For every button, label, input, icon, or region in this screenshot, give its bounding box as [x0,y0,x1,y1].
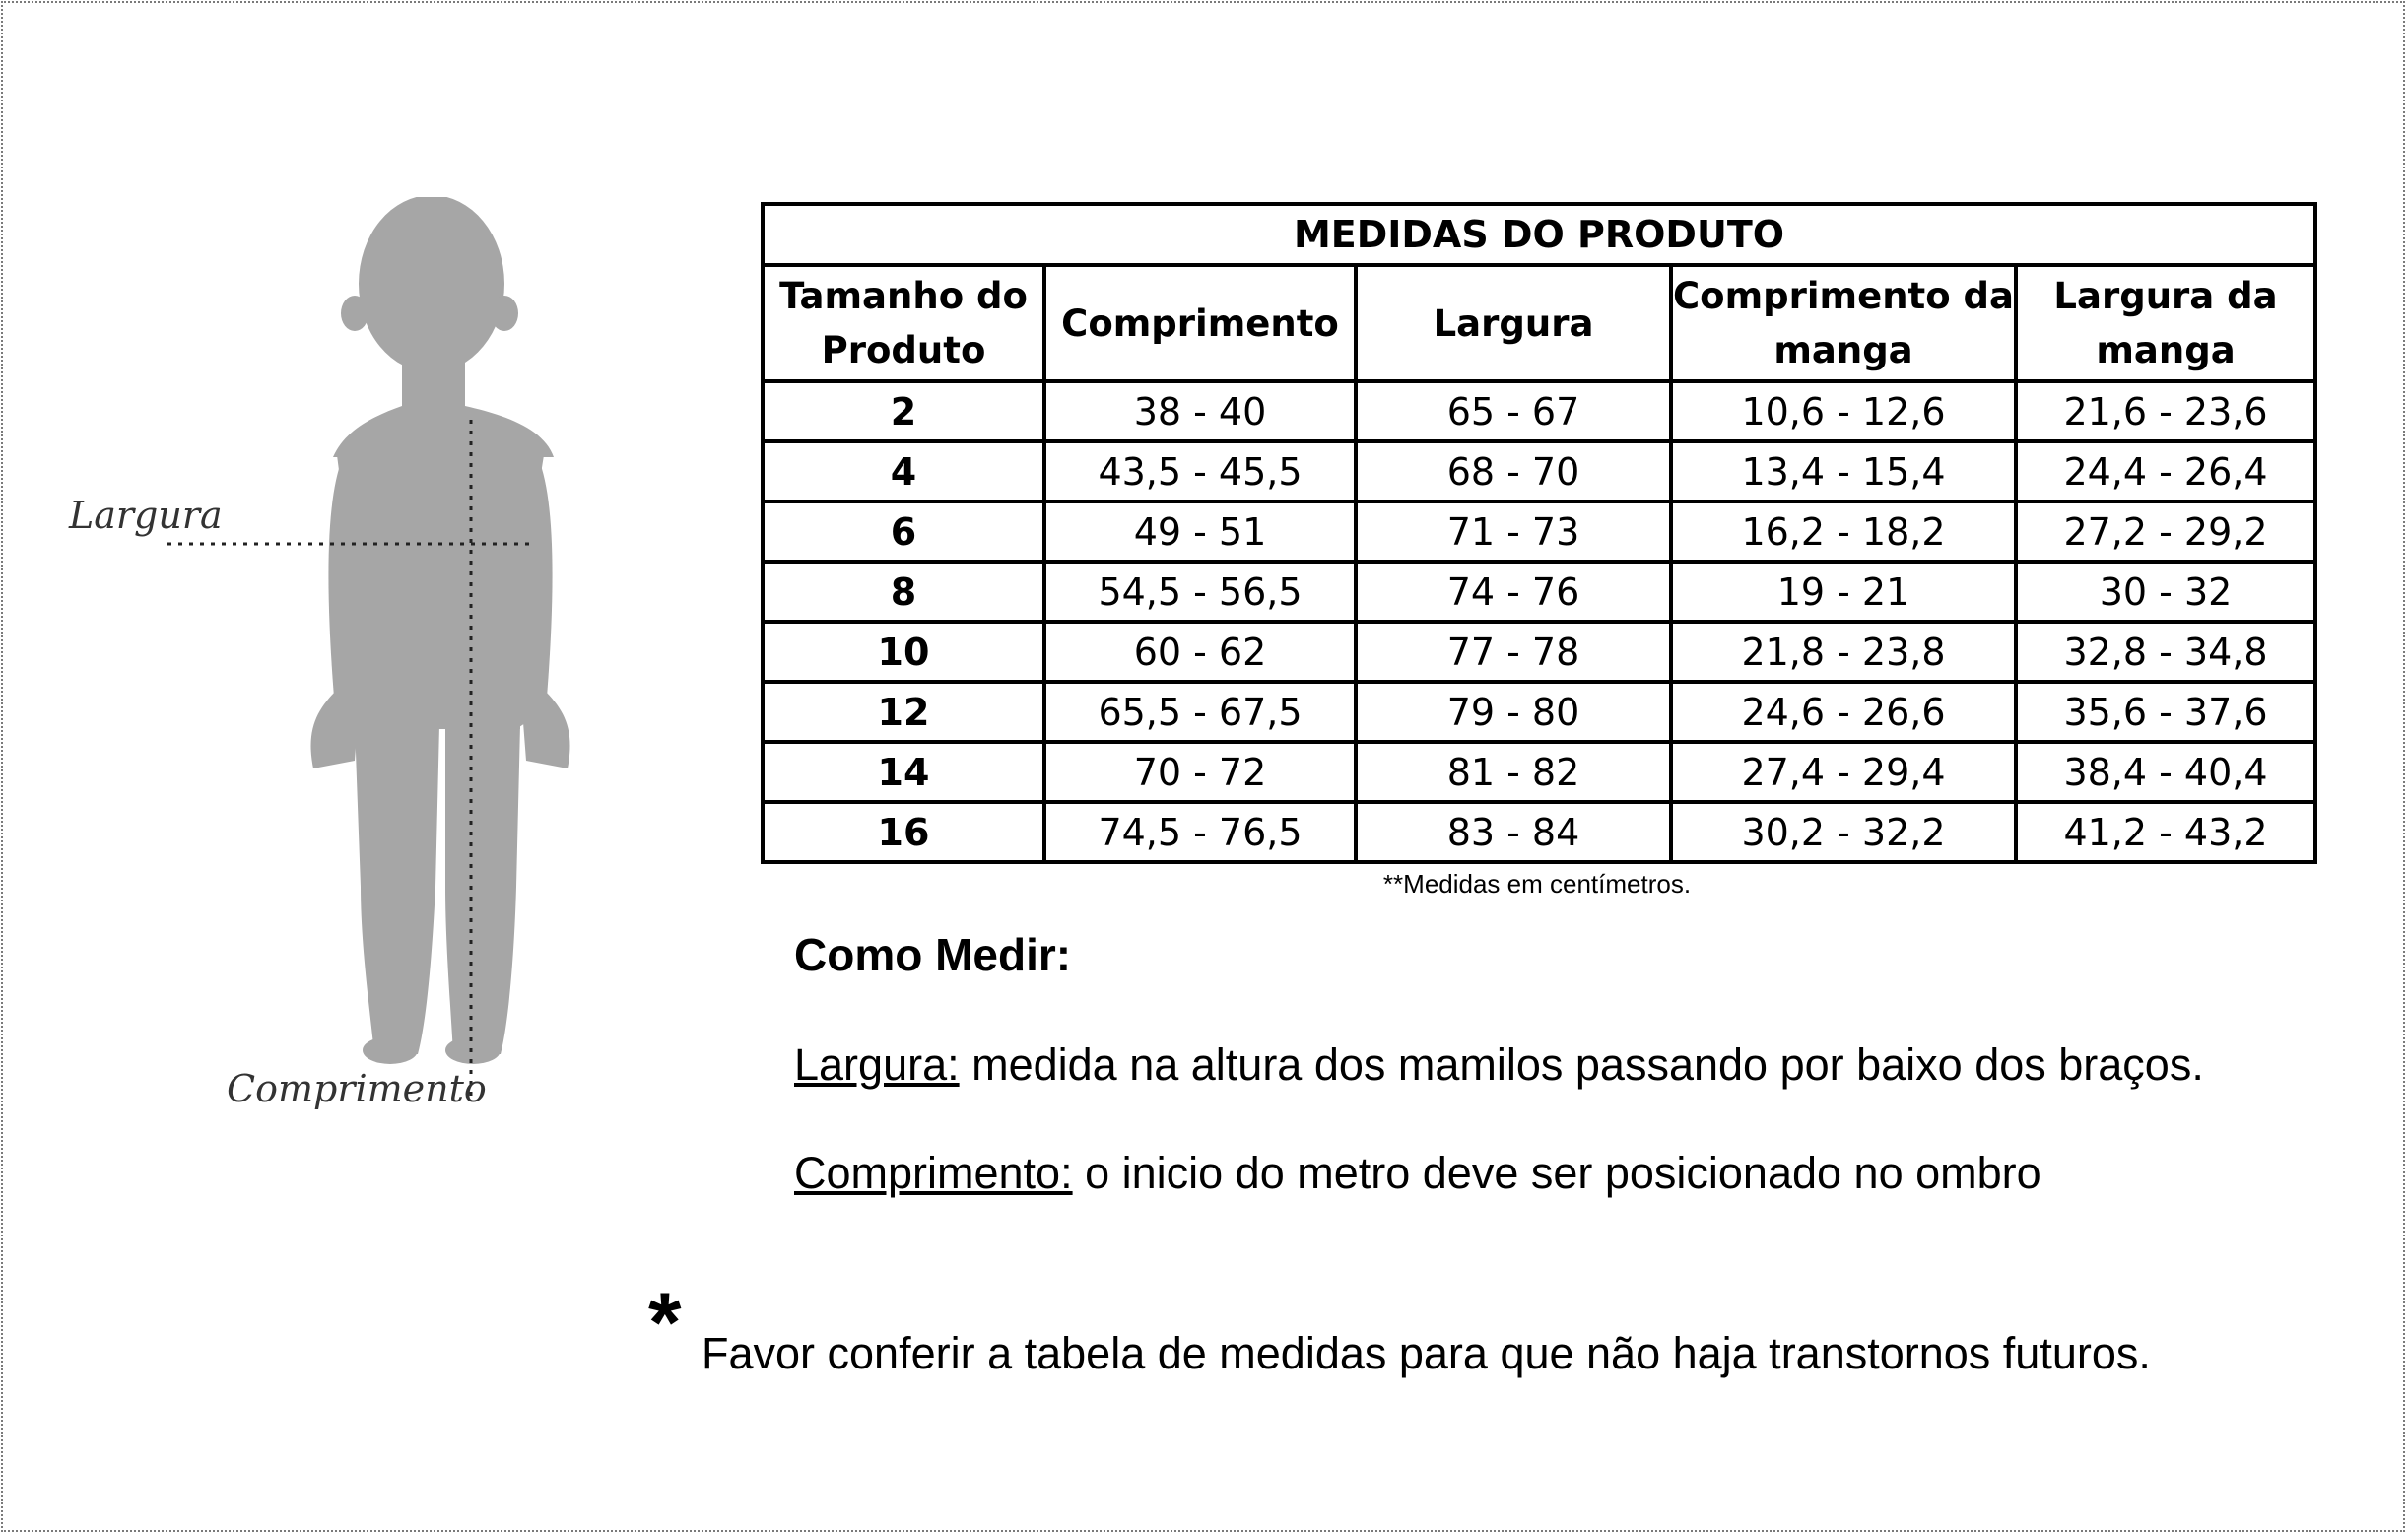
size-cell: 8 [763,562,1044,622]
sleeve-length-cell: 10,6 - 12,6 [1671,381,2016,441]
header-width: Largura [1356,265,1671,381]
sleeve-width-cell: 38,4 - 40,4 [2016,742,2315,802]
table-row [763,682,2315,742]
length-cell: 49 - 51 [1044,501,1356,562]
sleeve-length-cell: 13,4 - 15,4 [1671,441,2016,501]
width-cell: 68 - 70 [1356,441,1671,501]
asterisk-mark: * [648,1276,682,1370]
sleeve-width-cell: 21,6 - 23,6 [2016,381,2315,441]
length-cell: 60 - 62 [1044,622,1356,682]
size-cell: 4 [763,441,1044,501]
table-row [763,441,2315,501]
child-silhouette-graphic [59,197,650,1123]
table-row [763,742,2315,802]
size-cell: 6 [763,501,1044,562]
header-sleeve-width: Largura da manga [2016,265,2315,381]
width-cell: 77 - 78 [1356,622,1671,682]
table-title: MEDIDAS DO PRODUTO [763,204,2315,265]
sleeve-length-cell: 30,2 - 32,2 [1671,802,2016,862]
width-description: medida na altura dos mamilos passando por baixo dos braços. [959,1039,2204,1090]
width-label: Largura [69,494,223,537]
width-cell: 83 - 84 [1356,802,1671,862]
sleeve-length-cell: 21,8 - 23,8 [1671,622,2016,682]
length-cell: 38 - 40 [1044,381,1356,441]
how-to-measure-title: Como Medir: [794,929,1072,980]
header-length: Comprimento [1044,265,1356,381]
length-label: Comprimento [227,1067,487,1110]
table-header-row [763,265,2315,381]
length-cell: 70 - 72 [1044,742,1356,802]
size-cell: 12 [763,682,1044,742]
length-cell: 54,5 - 56,5 [1044,562,1356,622]
units-note: **Medidas em centímetros. [1382,869,1692,899]
sleeve-width-cell: 32,8 - 34,8 [2016,622,2315,682]
sleeve-width-cell: 24,4 - 26,4 [2016,441,2315,501]
length-term: Comprimento: [794,1148,1073,1198]
table-row [763,562,2315,622]
length-instruction [794,1148,2041,1199]
width-cell: 81 - 82 [1356,742,1671,802]
notice-text: Favor conferir a tabela de medidas para que não haja transtornos futuros. [702,1328,2151,1378]
measurements-table [761,202,2317,864]
length-description: o inicio do metro deve ser posicionado no ombro [1072,1148,2041,1198]
length-cell: 65,5 - 67,5 [1044,682,1356,742]
length-cell: 43,5 - 45,5 [1044,441,1356,501]
table-row [763,501,2315,562]
sleeve-width-cell: 27,2 - 29,2 [2016,501,2315,562]
size-cell: 2 [763,381,1044,441]
size-cell: 10 [763,622,1044,682]
sleeve-length-cell: 19 - 21 [1671,562,2016,622]
width-cell: 71 - 73 [1356,501,1671,562]
header-size: Tamanho do Produto [763,265,1044,381]
sleeve-width-cell: 35,6 - 37,6 [2016,682,2315,742]
measurements-table-container [761,202,2317,864]
child-silhouette-figure [59,197,650,1123]
table-row [763,802,2315,862]
width-cell: 74 - 76 [1356,562,1671,622]
length-cell: 74,5 - 76,5 [1044,802,1356,862]
size-cell: 16 [763,802,1044,862]
width-instruction [794,1039,2204,1091]
width-cell: 79 - 80 [1356,682,1671,742]
sleeve-width-cell: 41,2 - 43,2 [2016,802,2315,862]
size-cell: 14 [763,742,1044,802]
table-title-row [763,204,2315,265]
sleeve-length-cell: 24,6 - 26,6 [1671,682,2016,742]
sleeve-length-cell: 16,2 - 18,2 [1671,501,2016,562]
width-term: Largura: [794,1039,960,1090]
body-silhouette [310,197,569,1064]
width-cell: 65 - 67 [1356,381,1671,441]
sleeve-length-cell: 27,4 - 29,4 [1671,742,2016,802]
header-sleeve-length: Comprimento da manga [1671,265,2016,381]
table-row [763,622,2315,682]
table-row [763,381,2315,441]
sleeve-width-cell: 30 - 32 [2016,562,2315,622]
